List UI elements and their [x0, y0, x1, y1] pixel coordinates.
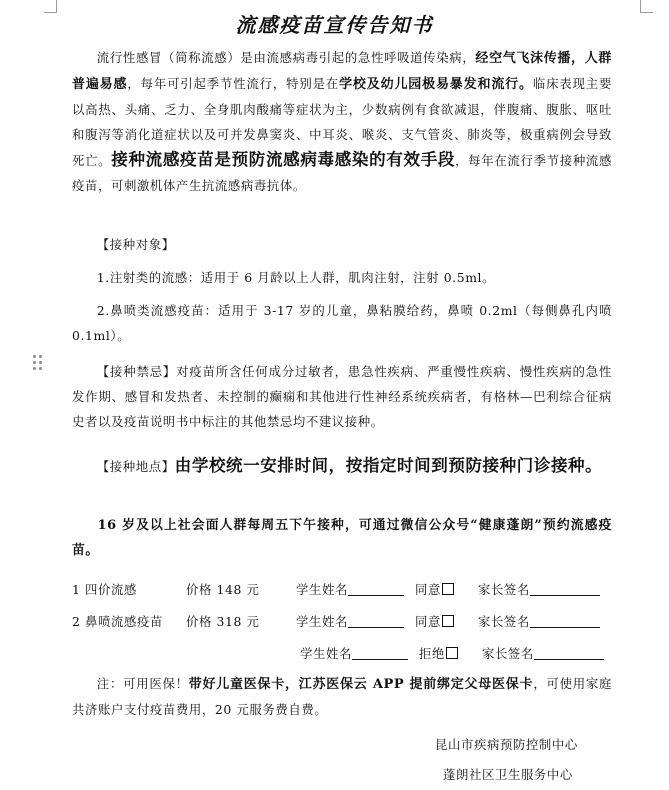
option-row-2: [72, 612, 600, 630]
refuse-checkbox[interactable]: [446, 647, 458, 659]
contraindication-text: 对疫苗所含任何成分过敏者，患急性疾病、严重慢性疾病、慢性疾病的急性发作期、感冒和发热者、未控制的癫痫和其他进行性神经系统疾病者，有格林—巴利综合征病史者以及疫苗说明书中标注的其他禁忌均不建议接种。: [72, 364, 612, 429]
adult-notice: 16 岁及以上社会面人群每周五下午接种，可通过微信公众号“健康蓬朗”预约流感疫苗。: [72, 518, 612, 558]
parent-signature-label: 家长签名: [477, 614, 530, 629]
consent-label: 同意: [414, 614, 441, 629]
student-name-label: 学生姓名: [296, 582, 348, 597]
vaccine-price: 价格 318 元: [186, 614, 260, 629]
vaccine-name: 1 四价流感: [72, 582, 137, 597]
contraindication-heading: 【接种禁忌】: [96, 364, 177, 379]
refuse-label: 拒绝: [418, 646, 445, 661]
parent-signature-field[interactable]: [534, 645, 604, 660]
document-title: 流感疫苗宣传告知书: [235, 13, 434, 37]
intro-paragraph: [72, 45, 612, 198]
consent-checkbox[interactable]: [442, 583, 454, 595]
target-heading: 【接种对象】: [96, 237, 175, 252]
intro-text-2: ，每年可引起季节性流行，特别是在: [127, 76, 340, 91]
vaccine-name: 2 鼻喷流感疫苗: [72, 614, 163, 629]
target-item-1: 1.注射类的流感：适用于 6 月龄以上人群，肌肉注射，注射 0.5ml。: [96, 270, 496, 285]
location-heading: 【接种地点】: [96, 459, 175, 474]
target-item-2: 2.鼻喷类流感疫苗：适用于 3-17 岁的儿童，鼻粘膜给药，鼻喷 0.2ml（每侧鼻孔内喷 0.1ml）。: [72, 303, 612, 343]
parent-signature-field[interactable]: [530, 581, 600, 596]
option-row-1: [72, 580, 600, 598]
intro-text-1: 流行性感冒（简称流感）是由流感病毒引起的急性呼吸道传染病，: [96, 50, 476, 65]
student-name-label: 学生姓名: [300, 646, 352, 661]
student-name-label: 学生姓名: [296, 614, 348, 629]
parent-signature-label: 家长签名: [481, 646, 534, 661]
location-paragraph: [72, 451, 612, 481]
signature-cdc: 昆山市疾病预防控制中心: [435, 737, 578, 752]
option-row-3: [300, 644, 604, 662]
location-emphasis: 由学校统一安排时间，按指定时间到预防接种门诊接种。: [174, 456, 603, 475]
intro-text-4: ，每年在流行季节接种流感疫苗，可刺激机体产生抗流感病毒抗体。: [72, 153, 612, 193]
insurance-note-bold: 带好儿童医保卡，江苏医保云 APP 提前绑定父母医保卡: [188, 677, 534, 692]
drag-handle-icon[interactable]: [33, 355, 43, 373]
consent-checkbox[interactable]: [442, 615, 454, 627]
intro-bold-1: 经空气飞沫传播，人群普遍易感: [72, 51, 612, 92]
insurance-note-text-1: 注：可用医保！: [96, 676, 189, 691]
student-name-field[interactable]: [348, 613, 404, 628]
signature-health-center: 蓬朗社区卫生服务中心: [443, 767, 573, 782]
intro-bold-2: 学校及幼儿园极易暴发和流行。: [339, 77, 533, 92]
intro-emphasis: 接种流感疫苗是预防流感病毒感染的有效手段: [111, 150, 456, 169]
insurance-note-text-2: ，可使用家庭共济账户支付疫苗费用，20 元服务费自费。: [72, 676, 613, 717]
vaccine-price: 价格 148 元: [186, 582, 260, 597]
intro-text-3: 临床表现主要以高热、头痛、乏力、全身肌肉酸痛等症状为主，少数病例有食欲减退，伴腹痛、腹胀、呕吐和腹泻等消化道症状以及可并发鼻窦炎、中耳炎、喉炎、支气管炎、肺炎等，极重病例会导致死亡。: [72, 76, 612, 168]
consent-label: 同意: [414, 582, 441, 597]
student-name-field[interactable]: [348, 581, 404, 596]
parent-signature-label: 家长签名: [477, 582, 530, 597]
parent-signature-field[interactable]: [530, 613, 600, 628]
contraindication-paragraph: [72, 359, 612, 434]
student-name-field[interactable]: [352, 645, 408, 660]
insurance-note: [72, 671, 612, 722]
